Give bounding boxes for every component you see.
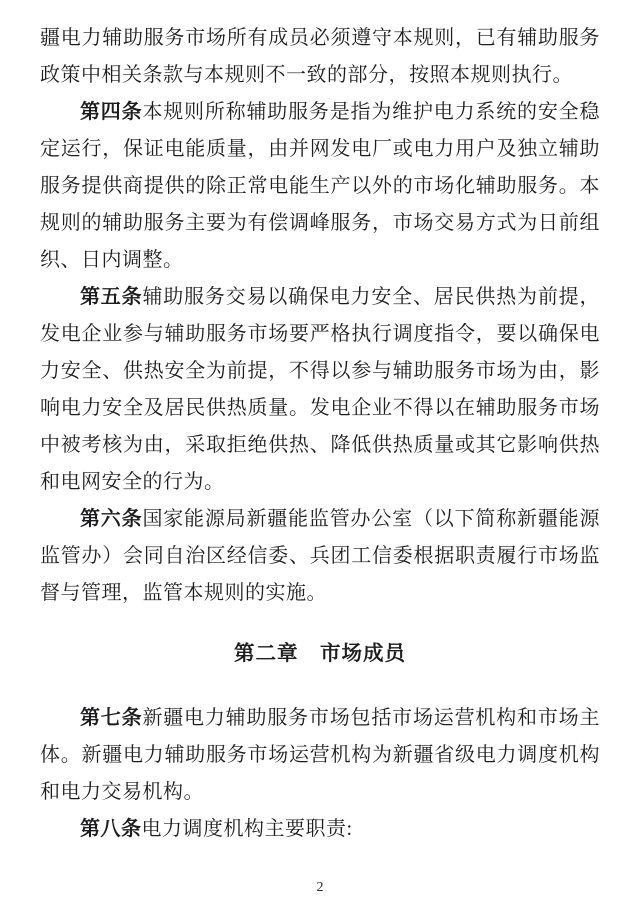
article-6-text: 国家能源局新疆能监管办公室（以下简称新疆能源监管办）会同自治区经信委、兵团工信委根据职责履行市场监督与管理，监管本规则的实施。 (40, 508, 600, 604)
chapter-heading: 第二章 市场成员 (234, 643, 406, 665)
article-5-text: 辅助服务交易以确保电力安全、居民供热为前提，发电企业参与辅助服务市场要严格执行调度指令，要以确保电力安全、供热安全为前提，不得以参与辅助服务市场为由，影响电力安全及居民供热质量。发电企业不得以在辅助服务市场中被考核为由，采取拒绝供热、降低供热质量或其它影响供热和电网安全的行为。 (40, 286, 600, 493)
article-6 (40, 501, 600, 612)
article-5 (40, 279, 600, 501)
article-8 (40, 811, 600, 848)
article-4-text: 本规则所称辅助服务是指为维护电力系统的安全稳定运行，保证电能质量，由并网发电厂或电力用户及独立辅助服务提供商提供的除正常电能生产以外的市场化辅助服务。本规则的辅助服务主要为有偿调峰服务，市场交易方式为日前组织、日内调整。 (40, 101, 600, 271)
article-7-label: 第七条 (80, 707, 143, 729)
article-5-label: 第五条 (80, 286, 143, 308)
article-4 (40, 94, 600, 279)
page-number: 2 (316, 880, 324, 895)
article-7-text: 新疆电力辅助服务市场包括市场运营机构和市场主体。新疆电力辅助服务市场运营机构为新疆省级电力调度机构和电力交易机构。 (40, 707, 600, 803)
paragraph-continuation (40, 20, 600, 94)
article-8-text: 电力调度机构主要职责: (141, 818, 353, 840)
article-4-label: 第四条 (80, 101, 143, 123)
article-8-label: 第八条 (80, 818, 142, 840)
paragraph-text: 疆电力辅助服务市场所有成员必须遵守本规则，已有辅助服务政策中相关条款与本规则不一致的部分，按照本规则执行。 (40, 27, 600, 86)
article-7 (40, 700, 600, 811)
article-6-label: 第六条 (80, 508, 143, 530)
